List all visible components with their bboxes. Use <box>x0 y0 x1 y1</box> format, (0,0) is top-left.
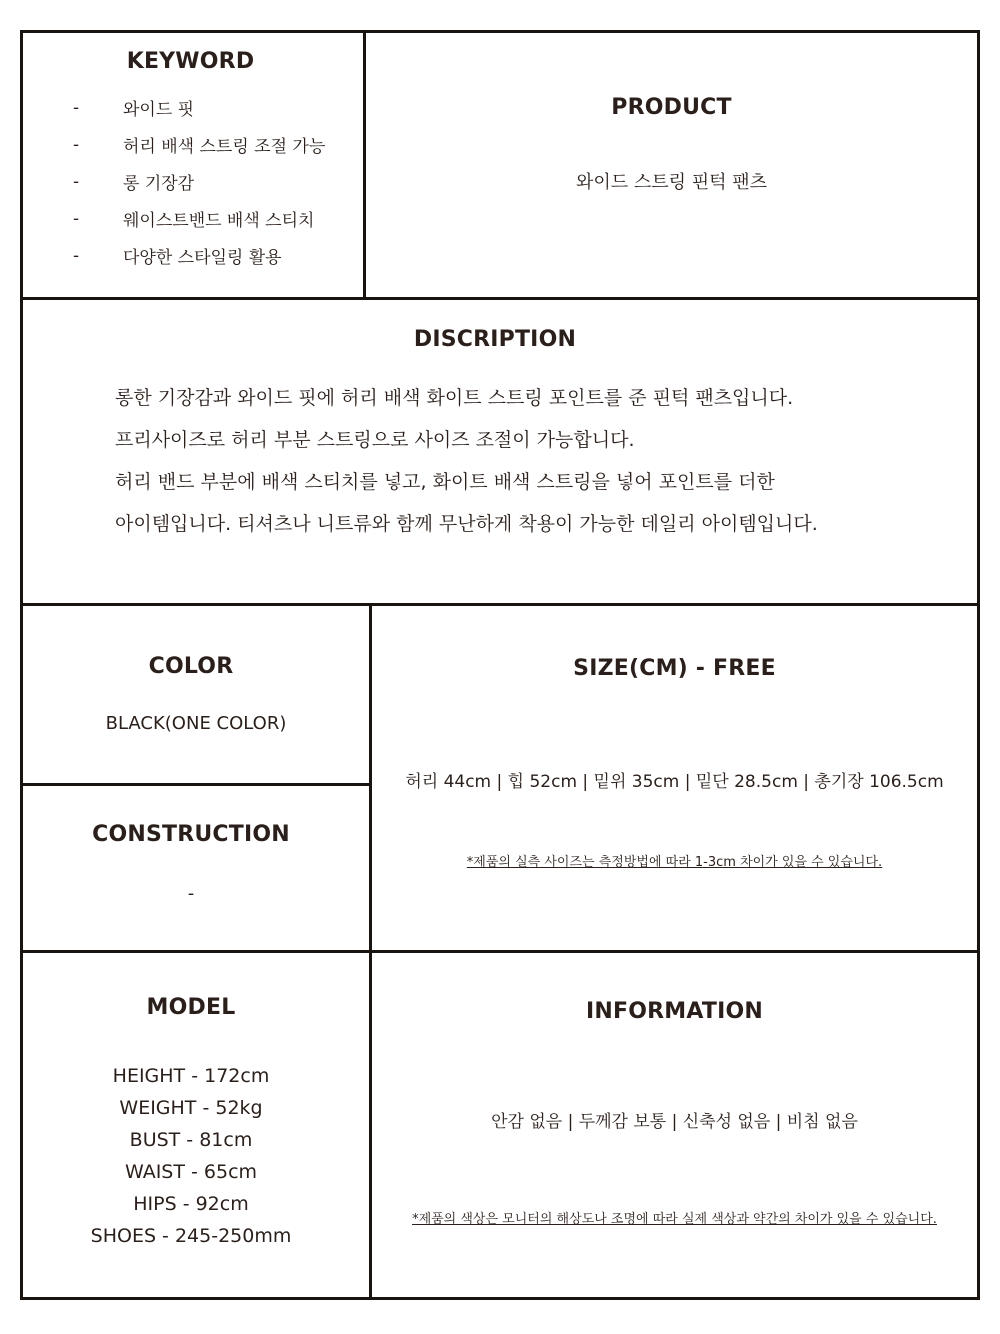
keyword-section <box>23 33 363 297</box>
description-line: 프리사이즈로 허리 부분 스트링으로 사이즈 조절이 가능합니다. <box>115 429 635 451</box>
construction-heading: CONSTRUCTION <box>92 822 290 847</box>
list-item <box>23 163 363 200</box>
size-measurements: 허리 44cm | 힙 52cm | 밑위 35cm | 밑단 28.5cm | 총기장 106.5cm <box>405 772 944 792</box>
list-item <box>23 126 363 163</box>
information-note: *제품의 색상은 모니터의 해상도나 조명에 따라 실제 색상과 약간의 차이가 있을 수 있습니다. <box>412 1212 937 1227</box>
description-section <box>23 300 977 603</box>
size-heading: SIZE(CM) - FREE <box>573 656 776 681</box>
color-heading: COLOR <box>148 654 234 679</box>
model-section <box>23 953 369 1297</box>
description-line: 아이템입니다. 티셔츠나 니트류와 함께 무난하게 착용이 가능한 데일리 아이템입니다. <box>115 513 818 535</box>
keyword-heading: KEYWORD <box>126 49 255 74</box>
model-heading: MODEL <box>146 995 236 1020</box>
color-value: BLACK(ONE COLOR) <box>105 713 287 734</box>
keyword-item: 웨이스트밴드 배색 스티치 <box>123 211 315 231</box>
model-specs <box>23 1060 359 1252</box>
product-name: 와이드 스트링 핀턱 팬츠 <box>575 172 768 193</box>
model-spec: HIPS - 92cm <box>133 1193 249 1215</box>
keyword-list <box>23 89 363 274</box>
model-spec: BUST - 81cm <box>129 1129 253 1151</box>
information-heading: INFORMATION <box>586 999 763 1024</box>
list-dash: - <box>73 134 80 155</box>
model-spec: WEIGHT - 52kg <box>119 1097 263 1119</box>
description-body <box>115 377 965 545</box>
construction-value: - <box>187 883 195 904</box>
list-dash: - <box>73 208 80 229</box>
list-dash: - <box>73 245 80 266</box>
description-line: 허리 밴드 부분에 배색 스티치를 넣고, 화이트 배색 스트링을 넣어 포인트를 더한 <box>115 471 775 493</box>
product-heading: PRODUCT <box>611 95 732 120</box>
model-spec: SHOES - 245-250mm <box>90 1225 292 1247</box>
keyword-item: 허리 배색 스트링 조절 가능 <box>123 137 326 157</box>
size-note: *제품의 실측 사이즈는 측정방법에 따라 1-3cm 차이가 있을 수 있습니다. <box>466 855 883 870</box>
keyword-item: 와이드 핏 <box>123 100 195 120</box>
size-section <box>372 606 977 950</box>
keyword-item: 다양한 스타일링 활용 <box>123 248 282 268</box>
list-dash: - <box>73 97 80 118</box>
list-item <box>23 200 363 237</box>
list-item <box>23 237 363 274</box>
information-details: 안감 없음 | 두께감 보통 | 신축성 없음 | 비침 없음 <box>491 1112 858 1132</box>
keyword-item: 롱 기장감 <box>123 174 195 194</box>
construction-section <box>23 786 369 950</box>
description-line: 롱한 기장감과 와이드 핏에 허리 배색 화이트 스트링 포인트를 준 핀턱 팬츠입니다. <box>115 387 794 409</box>
information-section <box>372 953 977 1297</box>
model-spec: WAIST - 65cm <box>124 1161 258 1183</box>
list-dash: - <box>73 171 80 192</box>
color-section <box>23 606 369 783</box>
model-spec: HEIGHT - 172cm <box>112 1065 270 1087</box>
list-item <box>23 89 363 126</box>
description-heading: DISCRIPTION <box>413 327 577 352</box>
product-section <box>366 33 977 297</box>
